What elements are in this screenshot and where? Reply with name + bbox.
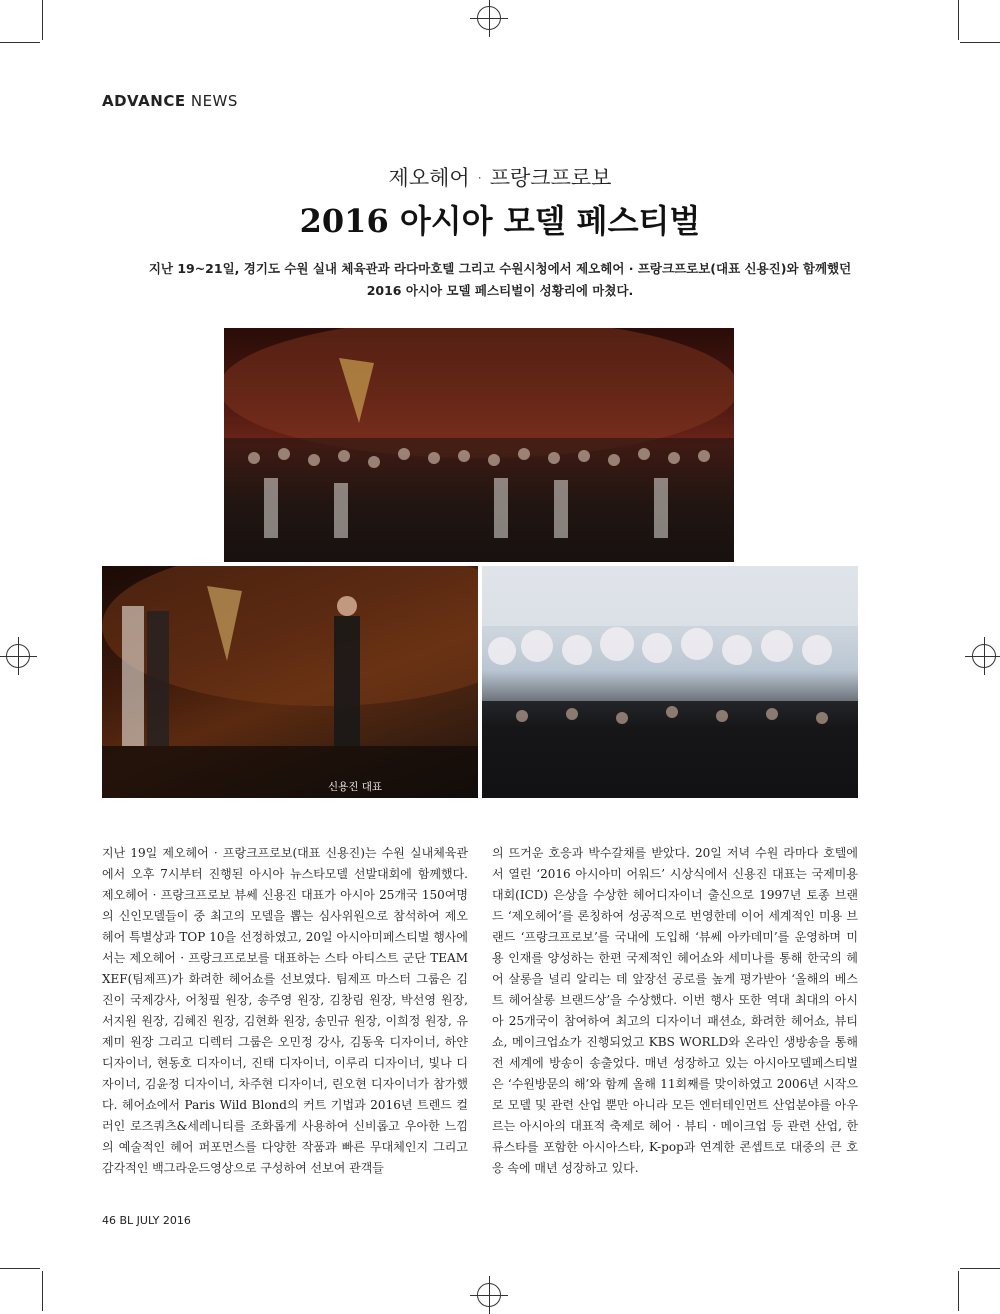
article-subtitle: 제오헤어 · 프랑크프로보 bbox=[388, 166, 612, 190]
photo-caption: 신용진 대표 bbox=[327, 781, 382, 793]
article-body-column-1: 지난 19일 제오헤어 · 프랑크프로보(대표 신용진)는 수원 실내체육관에서 오후 7시부터 진행된 아시아 뉴스타모델 선발대회에 함께했다. 제오헤어 · 프랑크프로보 뷰쎄 신용진 대표가 아시아 25개국 150여명의 신인모델들이 중 최고의 모델을 뽑는 심사위원으로 참석하여 제오헤어 특별상과 TOP 10을 선정하였고, 20일 아시아미페스티벌 행사에서는 제오헤어 · 프랑크프로보를 대표하는 스타 아티스트 군단 TEAM XEF(팀제프)가 화려한 헤어쇼를 선보였다. 팀제프 마스터 그룹은 김진이 국제강사, 어청필 원장, 송주영 원장, 김창림 원장, 박선영 원장, 서지원 원장, 김혜진 원장, 김현화 원장, 송민규 원장, 이희정 원장, 유제미 원장 그리고 디렉터 그룹은 오민정 강사, 김동욱 디자이너, 하얀 디자이너, 현동호 디자이너, 진태 디자이너, 이루리 디자이너, 빛나 디자이너, 김윤정 디자이너, 차주현 디자이너, 린오현 디자이너가 참가했다. 헤어쇼에서 Paris Wild Blond의 커트 기법과 2016년 트렌드 컬러인 로즈쿼츠&세레니티를 조화롭게 사용하여 신비롭고 우아한 느낌의 예술적인 헤어 퍼포먼스를 다양한 작품과 빠른 무대체인지 그리고 감각적인 백그라운드영상으로 구성하여 선보여 관객들 bbox=[102, 846, 468, 1175]
page-folio: 46 BL JULY 2016 bbox=[102, 1214, 191, 1227]
crop-mark bbox=[958, 1271, 959, 1311]
article-title: 2016 아시아 모델 페스티벌 bbox=[299, 202, 701, 240]
photo-model-awards-group bbox=[482, 566, 858, 798]
registration-mark-icon bbox=[6, 644, 30, 668]
photo-contest-group bbox=[224, 328, 734, 562]
crop-mark bbox=[42, 1271, 43, 1311]
section-label-bold: ADVANCE bbox=[102, 92, 186, 110]
crop-mark bbox=[42, 0, 43, 40]
photo-award-speech bbox=[102, 566, 478, 798]
crop-mark bbox=[0, 42, 40, 43]
article-body-column-2: 의 뜨거운 호응과 박수갈채를 받았다. 20일 저녁 수원 라마다 호텔에서 열린 ‘2016 아시아미 어워드’ 시상식에서 신용진 대표는 국제미용대회(ICD) 은상을 수상한 헤어디자이너 출신으로 1997년 토종 브랜드 ‘제오헤어’를 론칭하여 성공적으로 번영한데 이어 세계적인 미용 브랜드 ‘프랑크프로보’를 국내에 도입해 ‘뷰쎄 아카데미’를 운영하며 미용 인재를 양성하는 한편 국제적인 헤어쇼와 세미나를 통해 한국의 헤어 살롱을 널리 알리는 데 앞장선 공로를 높게 평가받아 ‘올해의 베스트 헤어살롱 브랜드상’을 수상했다. 이번 행사 또한 역대 최대의 아시아 25개국이 참여하여 최고의 디자이너 패션쇼, 화려한 헤어쇼, 뷰티쇼, 메이크업쇼가 진행되었고 KBS WORLD와 온라인 생방송을 통해 전 세계에 방송이 송출었다. 매년 성장하고 있는 아시아모델페스티벌은 ‘수원방문의 해’와 함께 올해 11회째를 맞이하였고 2006년 시작으로 모델 및 관련 산업 뿐만 아니라 모든 엔터테인먼트 산업분야를 아우르는 아시아의 대표적 축제로 헤어 · 뷰티 · 메이크업 등 관련 산업, 한류스타를 포함한 아시아스타, K-pop과 연계한 콘셉트로 대중의 큰 호응 속에 매년 성장하고 있다. bbox=[492, 846, 858, 1175]
section-label-light: NEWS bbox=[190, 92, 238, 110]
crop-mark bbox=[960, 1268, 1000, 1269]
section-label bbox=[102, 92, 238, 110]
article-lead bbox=[120, 258, 880, 302]
registration-mark-icon bbox=[972, 644, 996, 668]
lead-line: 2016 아시아 모델 페스티벌이 성황리에 마쳤다. bbox=[366, 283, 634, 298]
photo-award-speech-image bbox=[102, 566, 478, 798]
registration-mark-icon bbox=[477, 6, 501, 30]
lead-line: 지난 19~21일, 경기도 수원 실내 체육관과 라다마호텔 그리고 수원시청에서 제오헤어 · 프랑크프로보(대표 신용진)와 함께했던 bbox=[148, 261, 852, 276]
photo-model-awards-group-image bbox=[482, 566, 858, 798]
photo-contest-group-image bbox=[224, 328, 734, 562]
registration-mark-icon bbox=[477, 1283, 501, 1307]
crop-mark bbox=[960, 42, 1000, 43]
crop-mark bbox=[958, 0, 959, 40]
crop-mark bbox=[0, 1268, 40, 1269]
